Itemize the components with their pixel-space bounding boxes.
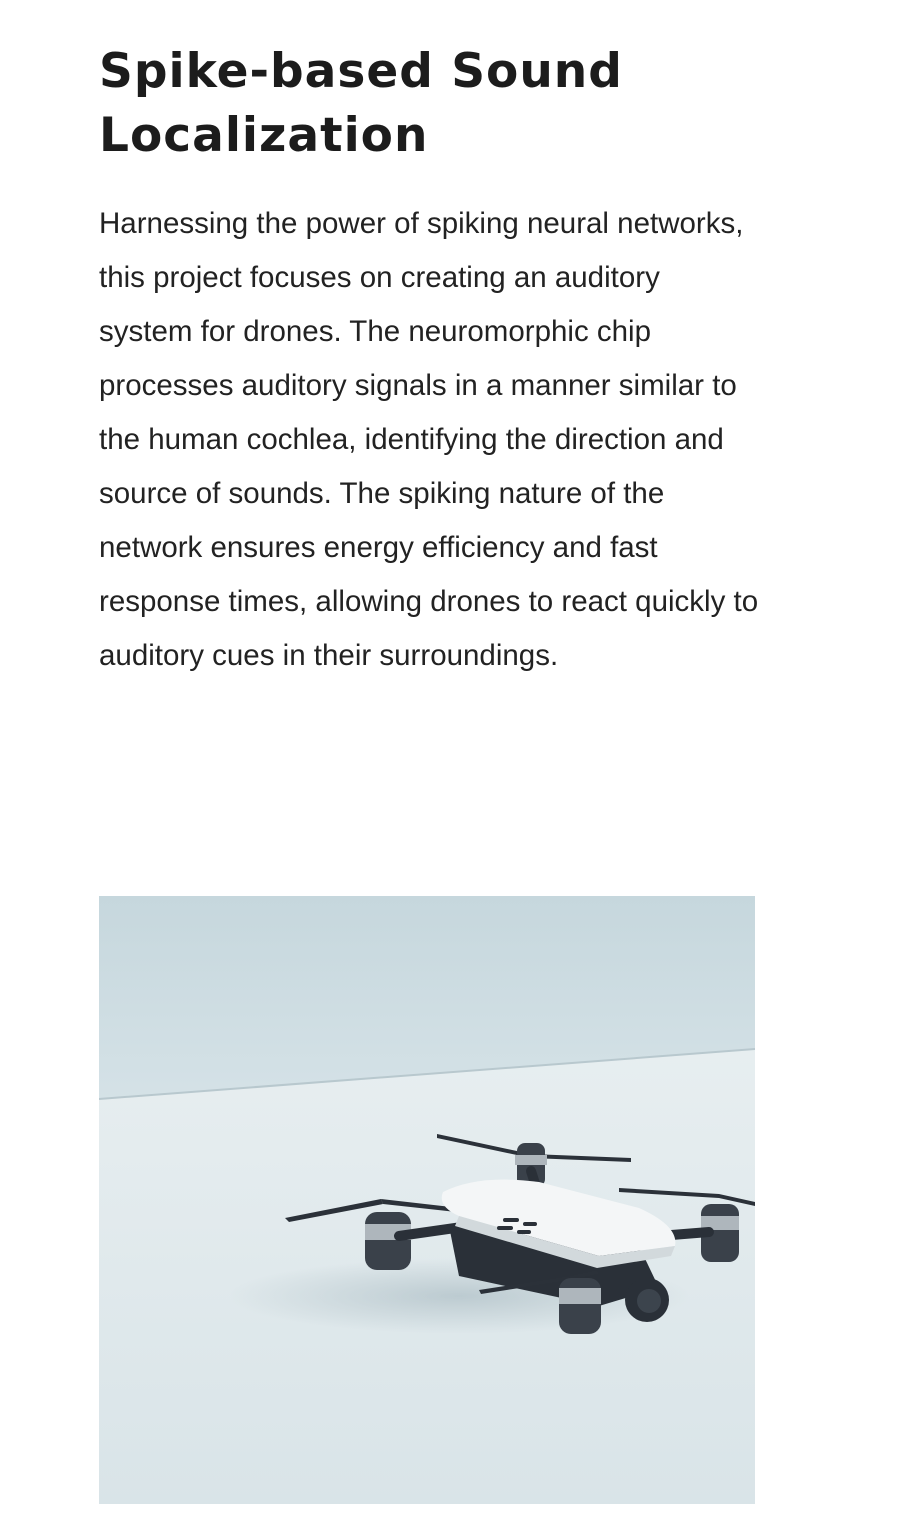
project-image (99, 896, 755, 1504)
drone-photo-icon (99, 896, 755, 1504)
project-title: Spike-based Sound Localization (99, 44, 623, 163)
project-description: Harnessing the power of spiking neural networks, this project focuses on creating an auditory system for drones. The neuromorphic chip processes auditory signals in a manner similar to the human cochlea, identifying the direction and source of sounds. The spiking nature of the network ensures energy efficiency and fast response times, allowing drones to react quickly to auditory cues in their surroundings. (99, 207, 759, 672)
